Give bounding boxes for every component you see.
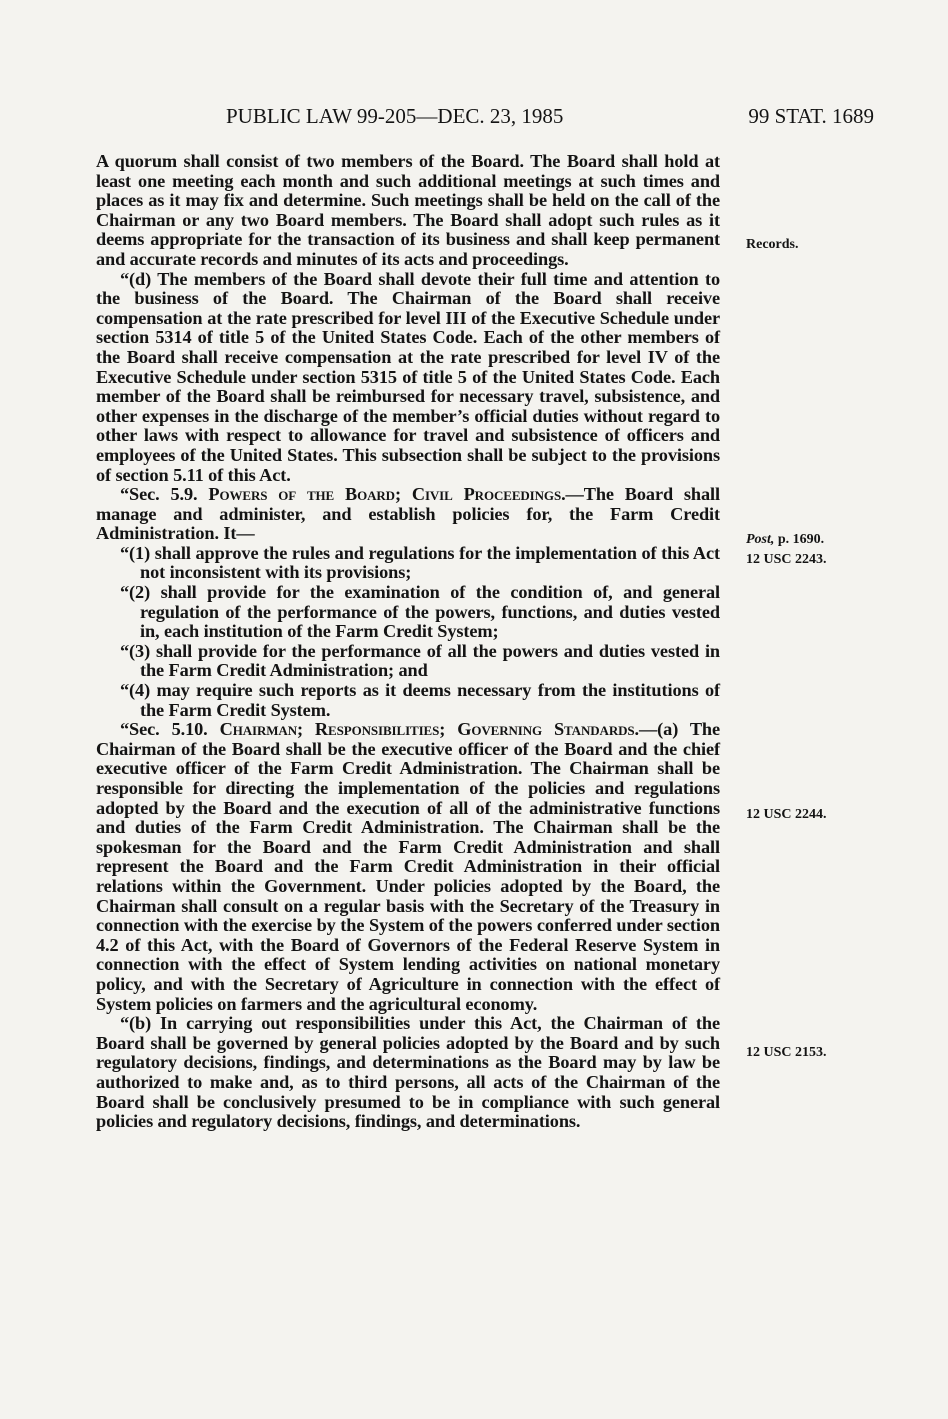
margin-note-records: Records. — [746, 237, 799, 252]
margin-note-usc-2244: 12 USC 2244. — [746, 807, 827, 822]
list-item: “(1) shall approve the rules and regulations for the implementation of this Act not inconsistent with its provisions; — [120, 542, 720, 583]
section-5-9-text: —The Board shall manage and administer, and establish policies for, the Farm Credit Administration. It— — [96, 484, 720, 544]
paragraph-d: “(d) The members of the Board shall devote their full time and attention to the business of the Board. The Chairman of the Board shall receive compensation at the rate prescribed for level III of the Executive Schedule under section 5314 of title 5 of the United States Code. Each of the other members of the Board shall receive compensation at the rate prescribed for level IV of the Executive Schedule under section 5315 of title 5 of the United States Code. Each member of the Board shall be reimbursed for necessary travel, subsistence, and other expenses in the discharge of the member’s official duties without regard to other laws with respect to allowance for travel and subsistence of officers and employees of the United States. This subsection shall be subject to the provisions of section 5.11 of this Act. — [96, 268, 720, 485]
paragraph-b: “(b) In carrying out responsibilities under this Act, the Chairman of the Board shall be governed by general policies adopted by the Board and by such regulatory decisions, findings, and determinations as the Board may by law be authorized to make and, as to third persons, all acts of the Chairman of the Board shall be conclusively presumed to be in compliance with such general policies and regulatory decisions, findings, and determinations. — [96, 1013, 720, 1132]
margin-note-usc-2243: 12 USC 2243. — [746, 552, 827, 567]
header-page-number: 99 STAT. 1689 — [748, 104, 874, 128]
list-item: “(3) shall provide for the performance of all the powers and duties vested in the Farm Credit Administration; and — [120, 640, 720, 681]
margin-note-post — [746, 531, 824, 549]
section-5-10 — [96, 720, 720, 1014]
section-5-10-text: —(a) The Chairman of the Board shall be the executive officer of the Board and the chief executive officer of the Farm Credit Administration. The Chairman shall be responsible for directing the implementation of the policies and regulations adopted by the Board and the execution of all of the administrative functions and duties of the Farm Credit Administration. The Chairman shall be the spokesman for the Board and the Farm Credit Administration and shall represent the Board and the Farm Credit Administration in their official relations within the Government. Under policies adopted by the Board, the Chairman shall consult on a regular basis with the Secretary of the Treasury in connection with the exercise by the System of the powers conferred under section 4.2 of this Act, with the Board of Governors of the Federal Reserve System in connection with the effect of System lending activities on national monetary policy, and with the Secretary of Agriculture in connection with the effect of System policies on farmers and the agricultural economy. — [96, 719, 720, 1014]
list-item: “(4) may require such reports as it deems necessary from the institutions of the Farm Credit System. — [120, 680, 720, 720]
margin-note-usc-2153: 12 USC 2153. — [746, 1045, 827, 1060]
section-5-10-heading: Chairman; Responsibilities; Governing Standards. — [219, 719, 639, 740]
header-title: PUBLIC LAW 99-205—DEC. 23, 1985 — [226, 104, 564, 128]
section-5-10-number: “Sec. 5.10. — [120, 719, 220, 740]
list-item: “(2) shall provide for the examination of the condition of, and general regulation of the performance of the powers, functions, and duties vested in, each institution of the Farm Credit System; — [120, 582, 720, 642]
section-5-9-heading: Powers of the Board; Civil Proceedings. — [208, 484, 566, 505]
margin-note-post-italic: Post, — [746, 532, 775, 547]
margin-note-post-page: p. 1690. — [774, 532, 825, 547]
paragraph-quorum: A quorum shall consist of two members of the Board. The Board shall hold at least one meeting each month and such additional meetings at such times and places as it may fix and determine. Such meetings shall be held on the call of the Chairman or any two Board members. The Board shall adopt such rules as it deems appropriate for the transaction of its business and shall keep permanent and accurate records and minutes of its acts and proceedings. — [96, 151, 720, 269]
statute-body — [96, 152, 720, 1132]
section-5-9 — [96, 485, 720, 544]
section-5-9-number: “Sec. 5.9. — [120, 484, 209, 505]
